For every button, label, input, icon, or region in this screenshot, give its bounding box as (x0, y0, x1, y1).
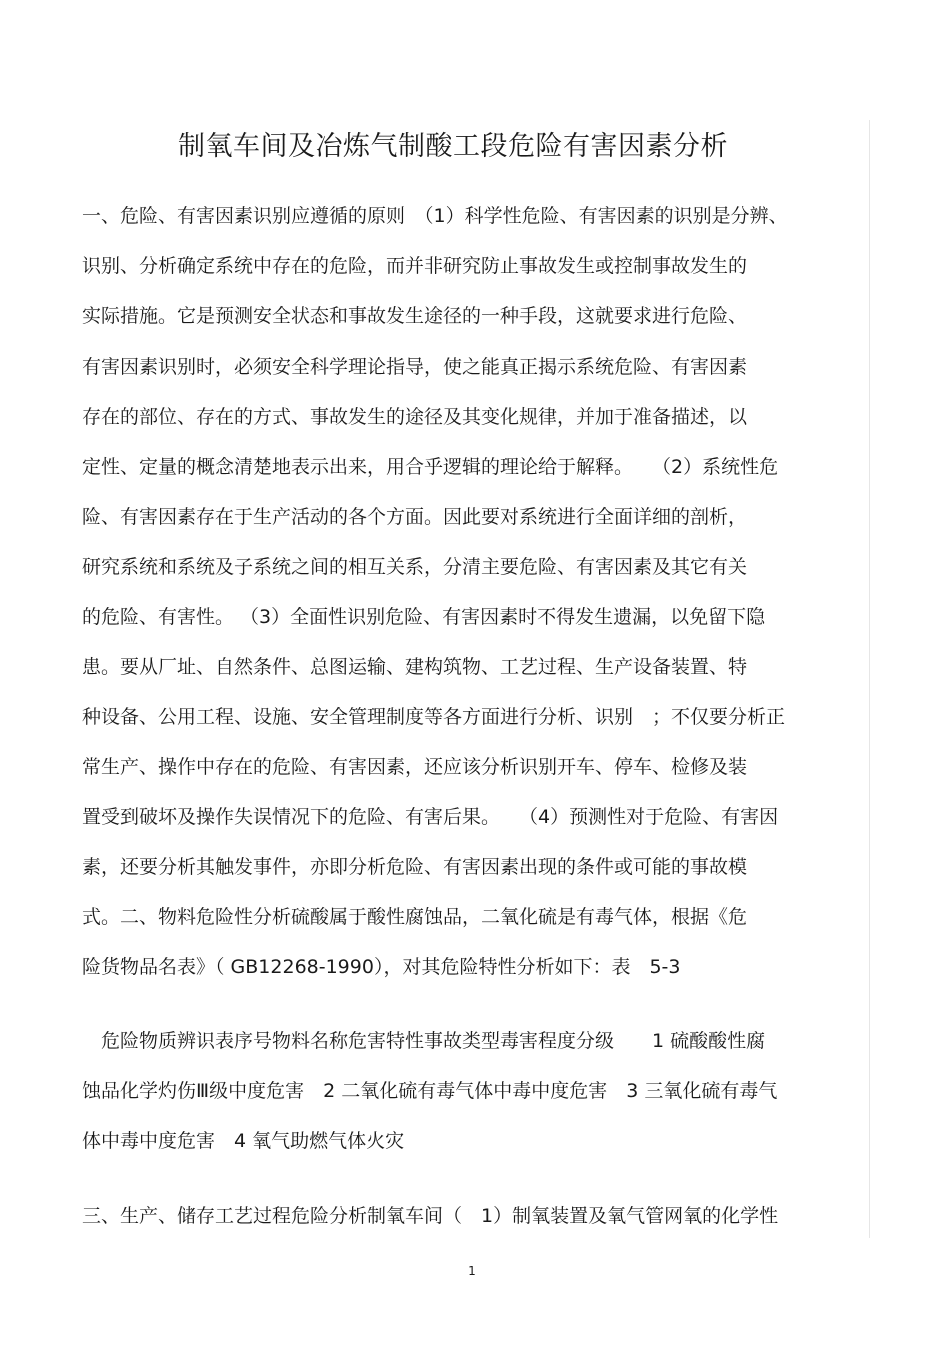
text-line: 种设备、公用工程、设施、安全管理制度等各方面进行分析、识别 ；不仅要分析正 (82, 706, 786, 728)
page-edge-rule (869, 120, 870, 1238)
text-line: 患。要从厂址、自然条件、总图运输、建构筑物、工艺过程、生产设备装置、特 (82, 656, 748, 678)
text-line: 定性、定量的概念清楚地表示出来，用合乎逻辑的理论给于解释。 （2）系统性危 (82, 456, 779, 478)
text-line: 险货物品名表》（ GB12268-1990），对其危险特性分析如下：表 5-3 (82, 956, 681, 978)
text-line: 识别、分析确定系统中存在的危险，而并非研究防止事故发生或控制事故发生的 (82, 255, 748, 277)
text-line: 常生产、操作中存在的危险、有害因素，还应该分析识别开车、停车、检修及装 (82, 756, 748, 778)
text-line: 研究系统和系统及子系统之间的相互关系，分清主要危险、有害因素及其它有关 (82, 556, 748, 578)
text-line: 素，还要分析其触发事件，亦即分析危险、有害因素出现的条件或可能的事故模 (82, 856, 748, 878)
text-line: 三、生产、储存工艺过程危险分析制氧车间（ 1）制氧装置及氧气管网氧的化学性 (82, 1205, 779, 1227)
text-line: 置受到破坏及操作失误情况下的危险、有害后果。 （4）预测性对于危险、有害因 (82, 806, 779, 828)
text-line: 实际措施。它是预测安全状态和事故发生途径的一种手段，这就要求进行危险、 (82, 305, 748, 327)
text-line: 蚀品化学灼伤Ⅲ级中度危害 2 二氧化硫有毒气体中毒中度危害 3 三氧化硫有毒气 (82, 1080, 778, 1102)
document-title: 制氧车间及冶炼气制酸工段危险有害因素分析 (178, 131, 728, 162)
text-line: 危险物质辨识表序号物料名称危害特性事故类型毒害程度分级 1 硫酸酸性腐 (82, 1030, 766, 1052)
text-line: 存在的部位、存在的方式、事故发生的途径及其变化规律，并加于准备描述，以 (82, 406, 748, 428)
text-line: 体中毒中度危害 4 氧气助燃气体火灾 (82, 1130, 405, 1152)
page-number: 1 (468, 1264, 476, 1278)
text-line: 一、危险、有害因素识别应遵循的原则 （1）科学性危险、有害因素的识别是分辨、 (82, 205, 788, 227)
text-line: 有害因素识别时，必须安全科学理论指导，使之能真正揭示系统危险、有害因素 (82, 356, 748, 378)
text-line: 的危险、有害性。 （3）全面性识别危险、有害因素时不得发生遗漏，以免留下隐 (82, 606, 766, 628)
text-line: 式。二、物料危险性分析硫酸属于酸性腐蚀品，二氧化硫是有毒气体，根据《危 (82, 906, 748, 928)
text-line: 险、有害因素存在于生产活动的各个方面。因此要对系统进行全面详细的剖析， (82, 506, 748, 528)
